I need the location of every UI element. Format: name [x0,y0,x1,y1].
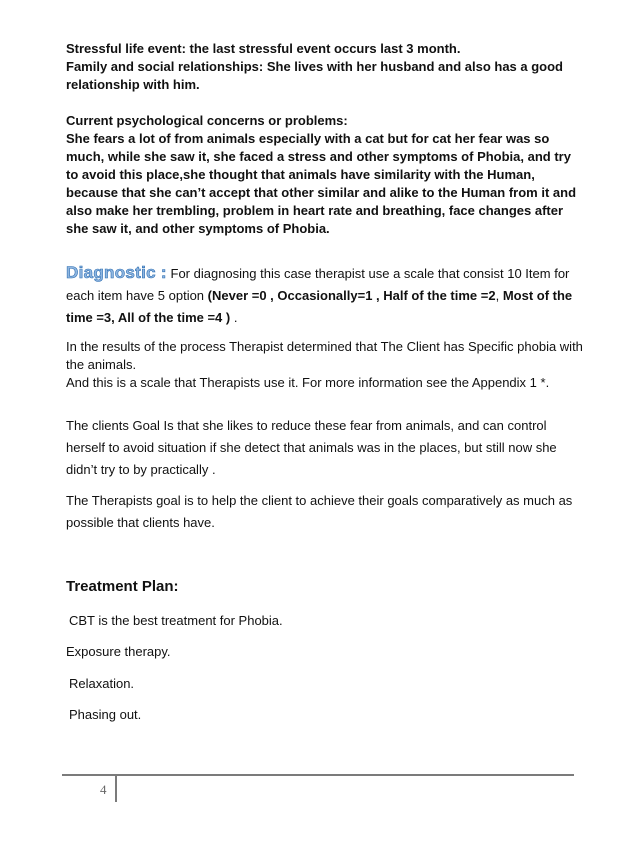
footer-divider [115,776,117,802]
diagnostic-separator: , [495,288,503,303]
treatment-plan-heading: Treatment Plan: [66,578,179,595]
concerns-heading: Current psychological concerns or problems: [66,113,348,128]
diagnostic-end: . [230,310,238,325]
client-goal-paragraph: The clients Goal Is that she likes to reduce these fear from animals, and can control herself to avoid situation if she detect that animals was in the places, but still now she didn’t try to by practically . [66,418,557,477]
concerns-section [66,112,586,238]
diagnostic-options: (Never =0 , Occasionally=1 , Half of the time =2 [207,288,496,303]
treatment-item: Exposure therapy. [66,644,171,659]
footer-rule [62,774,574,776]
concerns-body: She fears a lot of from animals especially with a cat but for cat her fear was so much, while she saw it, she faced a stress and other symptoms of Phobia, and try to avoid this place,she thought that animals have similarity with the Human, because that she can’t accept that other similar and alike to the Human from it and also make her trembling, problem in heart rate and breathing, face changes after she saw it, and other symptoms of Phobia. [66,131,577,236]
treatment-item: CBT is the best treatment for Phobia. [69,613,283,628]
page-number: 4 [100,782,107,797]
treatment-item: Relaxation. [69,676,135,691]
stress-section [66,40,586,94]
diagnostic-text: For diagnosing this case therapist use a scale that consist 10 Item for each item have 5 option [66,266,570,303]
diagnostic-options-2: Most of the time =3, All of the time =4 ) [66,288,573,325]
results-line-2: And this is a scale that Therapists use it. For more information see the Appendix 1 *. [66,375,550,390]
family-relationships-line: Family and social relationships: She lives with her husband and also has a good relationship with him. [66,59,564,92]
results-section [66,338,586,392]
diagnostic-paragraph [66,262,586,329]
diagnostic-label: Diagnostic : [66,263,167,282]
results-line-1: In the results of the process Therapist determined that The Client has Specific phobia with the animals. [66,339,583,372]
treatment-item: Phasing out. [69,707,142,722]
therapist-goal-paragraph: The Therapists goal is to help the client to achieve their goals comparatively as much as possible that clients have. [66,493,573,530]
stressful-life-event-line: Stressful life event: the last stressful event occurs last 3 month. [66,41,461,56]
